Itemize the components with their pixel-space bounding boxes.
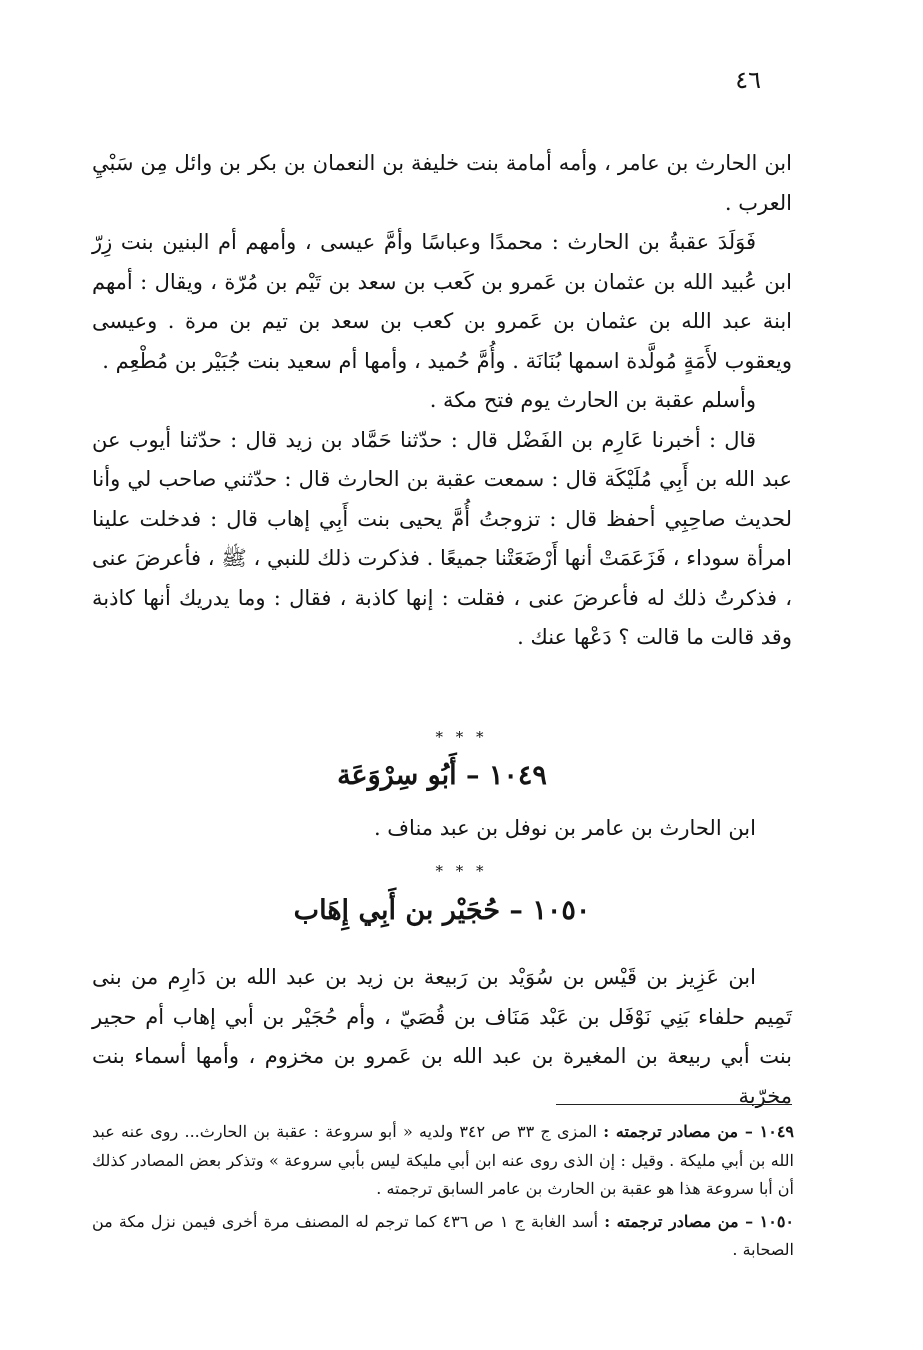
paragraph: وأسلم عقبة بن الحارث يوم فتح مكة . (429, 388, 756, 412)
entry-heading-1050: ١٠٥٠ – حُجَيْر بن أَبِي إِهَاب (293, 895, 591, 926)
section-text (92, 144, 792, 658)
footnote-text: المزى ج ٣٣ ص ٣٤٢ ولديه « أبو سروعة : عقبة بن الحارث... روى عنه عبد الله بن أبي مليكة . وقيل : إن الذى روى عنه ابن أبي مليكة ليس بأبي سروعة » وتذكر بعض المصادر كذلك أن أبا سروعة هذا هو عقبة بن الحارث بن عامر السابق ترجمته . (92, 1122, 794, 1198)
footnote-1049 (92, 1118, 794, 1204)
page-number: ٤٦ (735, 66, 761, 94)
footnote-text: أسد الغابة ج ١ ص ٤٣٦ كما ترجم له المصنف مرة أخرى فيمن نزل مكة من الصحابة . (92, 1211, 794, 1259)
section-separator: * * * (435, 728, 488, 746)
paragraph: فَوَلَدَ عقبةُ بن الحارث : محمدًا وعباسًا وأمَّ عيسى ، وأمهم أم البنين بنت زِرّ ابن عُبيد الله بن عثمان بن عَمرو بن كَعب بن سعد بن تَيْم بن مُرّة ، ويقال : أمهم ابنة عبد الله بن عثمان بن عَمرو بن كعب بن سعد بن تيم بن مرة . وعيسى ويعقوب لأَمَةٍ مُولَّدة اسمها بُنَانَة . وأُمَّ حُميد ، وأمها أم سعيد بنت جُبَيْر بن مُطْعِم . (92, 230, 792, 373)
paragraph: قال : أخبرنا عَارِم بن الفَضْل قال : حدّثنا حَمَّاد بن زيد قال : حدّثنا أيوب عن عبد الله بن أَبِي مُلَيْكَة قال : سمعت عقبة بن الحارث قال : حدّثني صاحب لي وأنا لحديث صاحِبِي أحفظ قال : تزوجتُ أُمَّ يحيى بنت أَبِي إهاب قال : فدخلت علينا امرأة سوداء ، فَزَعَمَتْ أنها أَرْضَعَتْنا جميعًا . فذكرت ذلك للنبي ، ﷺ ، فأعرضَ عنى ، فذكرتُ ذلك له فأعرضَ عنى ، فقلت : إنها كاذبة ، فقال : وما يدريك أنها كاذبة وقد قالت ما قالت ؟ دَعْها عنك . (92, 427, 792, 649)
footnote-head: ١٠٤٩ – من مصادر ترجمته : (603, 1122, 794, 1141)
paragraph: ابن عَزِيز بن قَيْس بن سُوَيْد بن رَبيعة بن زيد بن عبد الله بن دَارِم من بنى تَمِيم حلفاء بَنِي نَوْفَل بن عَبْد مَنَاف بن قُصَيّ ، وأم حُجَيْر بن أبي إهاب أم حجير بنت أبي ربيعة بن المغيرة بن عبد الله بن عَمرو بن مخزوم ، وأمها أسماء بنت مخرّبة (92, 965, 792, 1108)
footnote-rule (556, 1104, 792, 1105)
entry-text-1050 (92, 958, 792, 1116)
footnote-1050 (92, 1208, 794, 1265)
entry-text-1049: ابن الحارث بن عامر بن نوفل بن عبد مناف . (373, 816, 756, 840)
paragraph: ابن الحارث بن عامر ، وأمه أمامة بنت خليفة بن النعمان بن بكر بن وائل مِن سَبْيِ العرب . (92, 151, 792, 215)
footnotes (92, 1118, 794, 1269)
footnote-head: ١٠٥٠ – من مصادر ترجمته : (604, 1211, 795, 1231)
entry-heading-1049: ١٠٤٩ – أَبُو سِرْوَعَة (337, 760, 547, 791)
section-separator: * * * (435, 862, 488, 880)
